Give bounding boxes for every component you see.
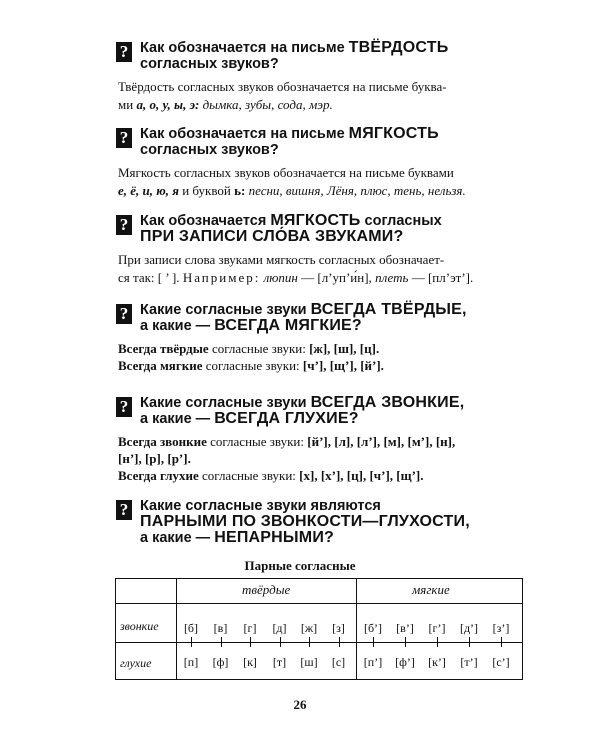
voiceless-hard-cell: [к] [243, 655, 257, 669]
pair-connector [280, 637, 281, 647]
question-title: Как обозначается МЯГКОСТЬ согласных ПРИ ЗАПИСИ СЛО́ВА ЗВУКАМИ? [140, 212, 442, 245]
answer-text: Мягкость согласных звуков обозначается на письме буквами е, ё, и, ю, я и буквой ь: песни, вишня, Лёня, плюс, тень, нельзя. [118, 165, 466, 198]
answer-list [118, 340, 518, 374]
table-divider [116, 603, 522, 604]
page-number: 26 [293, 697, 307, 712]
question-title: Какие согласные звуки ВСЕГДА ЗВОНКИЕ, а какие — ВСЕГДА ГЛУХИЕ? [140, 394, 465, 427]
voiceless-hard-cell: [п] [183, 655, 199, 669]
voiceless-hard-cell: [ф] [212, 655, 229, 669]
row-header-voiced: звонкие [120, 619, 159, 633]
table-title: Парные согласные [244, 558, 356, 573]
question-title: Какие согласные звуки являются ПАРНЫМИ ПО ЗВОНКОСТИ—ГЛУХОСТИ, а какие — НЕПАРНЫМИ? [140, 498, 470, 546]
answer-line: Всегда твёрдые согласные звуки: [ж], [ш], [ц]. [118, 341, 380, 356]
question-title: Как обозначается на письме МЯГКОСТЬ согласных звуков? [140, 125, 439, 158]
voiceless-soft-cell: [с’] [492, 655, 510, 669]
pair-connector [309, 637, 310, 647]
question-mark-icon: ? [116, 304, 132, 324]
table-divider [176, 579, 177, 679]
question-block-hardness [118, 40, 518, 114]
voiced-soft-cell: [б’] [363, 621, 383, 635]
table-divider [356, 579, 357, 679]
pair-connector [339, 637, 340, 647]
voiced-hard-cell: [б] [183, 621, 199, 635]
voiced-hard-cell: [ж] [300, 621, 318, 635]
voiced-soft-cell: [д’] [459, 621, 479, 635]
answer-line: Всегда мягкие согласные звуки: [ч’], [щ’], [й’]. [118, 358, 384, 373]
pair-connector [221, 637, 222, 647]
voiced-hard-cell: [г] [243, 621, 257, 635]
voiced-soft-cell: [з’] [492, 621, 510, 635]
pair-connector [191, 637, 192, 647]
pair-connector [469, 637, 470, 647]
voiced-soft-cell: [г’] [428, 621, 446, 635]
question-block-transcription [118, 213, 518, 287]
voiced-hard-cell: [з] [332, 621, 345, 635]
row-header-voiceless: глухие [120, 656, 152, 670]
pair-connector [437, 637, 438, 647]
question-mark-icon: ? [116, 128, 132, 148]
voiced-hard-cell: [в] [213, 621, 228, 635]
question-block-voiced-voiceless [118, 395, 518, 484]
answer-text: Твёрдость согласных звуков обозначается на письме буква- ми а, о, у, ы, э: дымка, зубы, сода, мэр. [118, 79, 447, 112]
column-header-soft: мягкие [412, 582, 450, 597]
voiced-hard-cell: [д] [272, 621, 287, 635]
question-title: Как обозначается на письме ТВЁРДОСТЬ согласных звуков? [140, 39, 449, 72]
answer-line: [н’], [р], [р’]. [118, 451, 191, 466]
pair-connector [405, 637, 406, 647]
voiceless-hard-cell: [ш] [300, 655, 318, 669]
voiceless-soft-cell: [т’] [460, 655, 478, 669]
question-title: Какие согласные звуки ВСЕГДА ТВЁРДЫЕ, а какие — ВСЕГДА МЯГКИЕ? [140, 301, 467, 334]
question-mark-icon: ? [116, 500, 132, 520]
pair-connector [373, 637, 374, 647]
question-block-softness [118, 126, 518, 200]
question-block-always-hard-soft [118, 302, 518, 374]
voiceless-soft-cell: [п’] [363, 655, 383, 669]
voiceless-soft-cell: [ф’] [395, 655, 415, 669]
voiceless-hard-cell: [т] [272, 655, 287, 669]
question-mark-icon: ? [116, 397, 132, 417]
voiced-soft-cell: [в’] [396, 621, 414, 635]
column-header-hard: твёрдые [242, 582, 291, 597]
voiceless-soft-cell: [к’] [428, 655, 446, 669]
table-divider [116, 642, 522, 643]
answer-line: Всегда звонкие согласные звуки: [й’], [л], [л’], [м], [м’], [н], [118, 434, 456, 449]
paired-consonants-table [115, 578, 523, 680]
answer-line: Всегда глухие согласные звуки: [х], [х’], [ц], [ч’], [щ’]. [118, 468, 424, 483]
pair-connector [501, 637, 502, 647]
pair-connector [250, 637, 251, 647]
question-mark-icon: ? [116, 215, 132, 235]
question-block-paired [118, 498, 518, 546]
answer-list [118, 433, 518, 484]
voiceless-hard-cell: [с] [331, 655, 346, 669]
question-mark-icon: ? [116, 42, 132, 62]
answer-text: При записи слова звуками мягкость согласных обозначает- ся так: [ ’ ]. Например: люпин — [л’уп’и́н], плеть — [пл’эт’]. [118, 252, 474, 285]
